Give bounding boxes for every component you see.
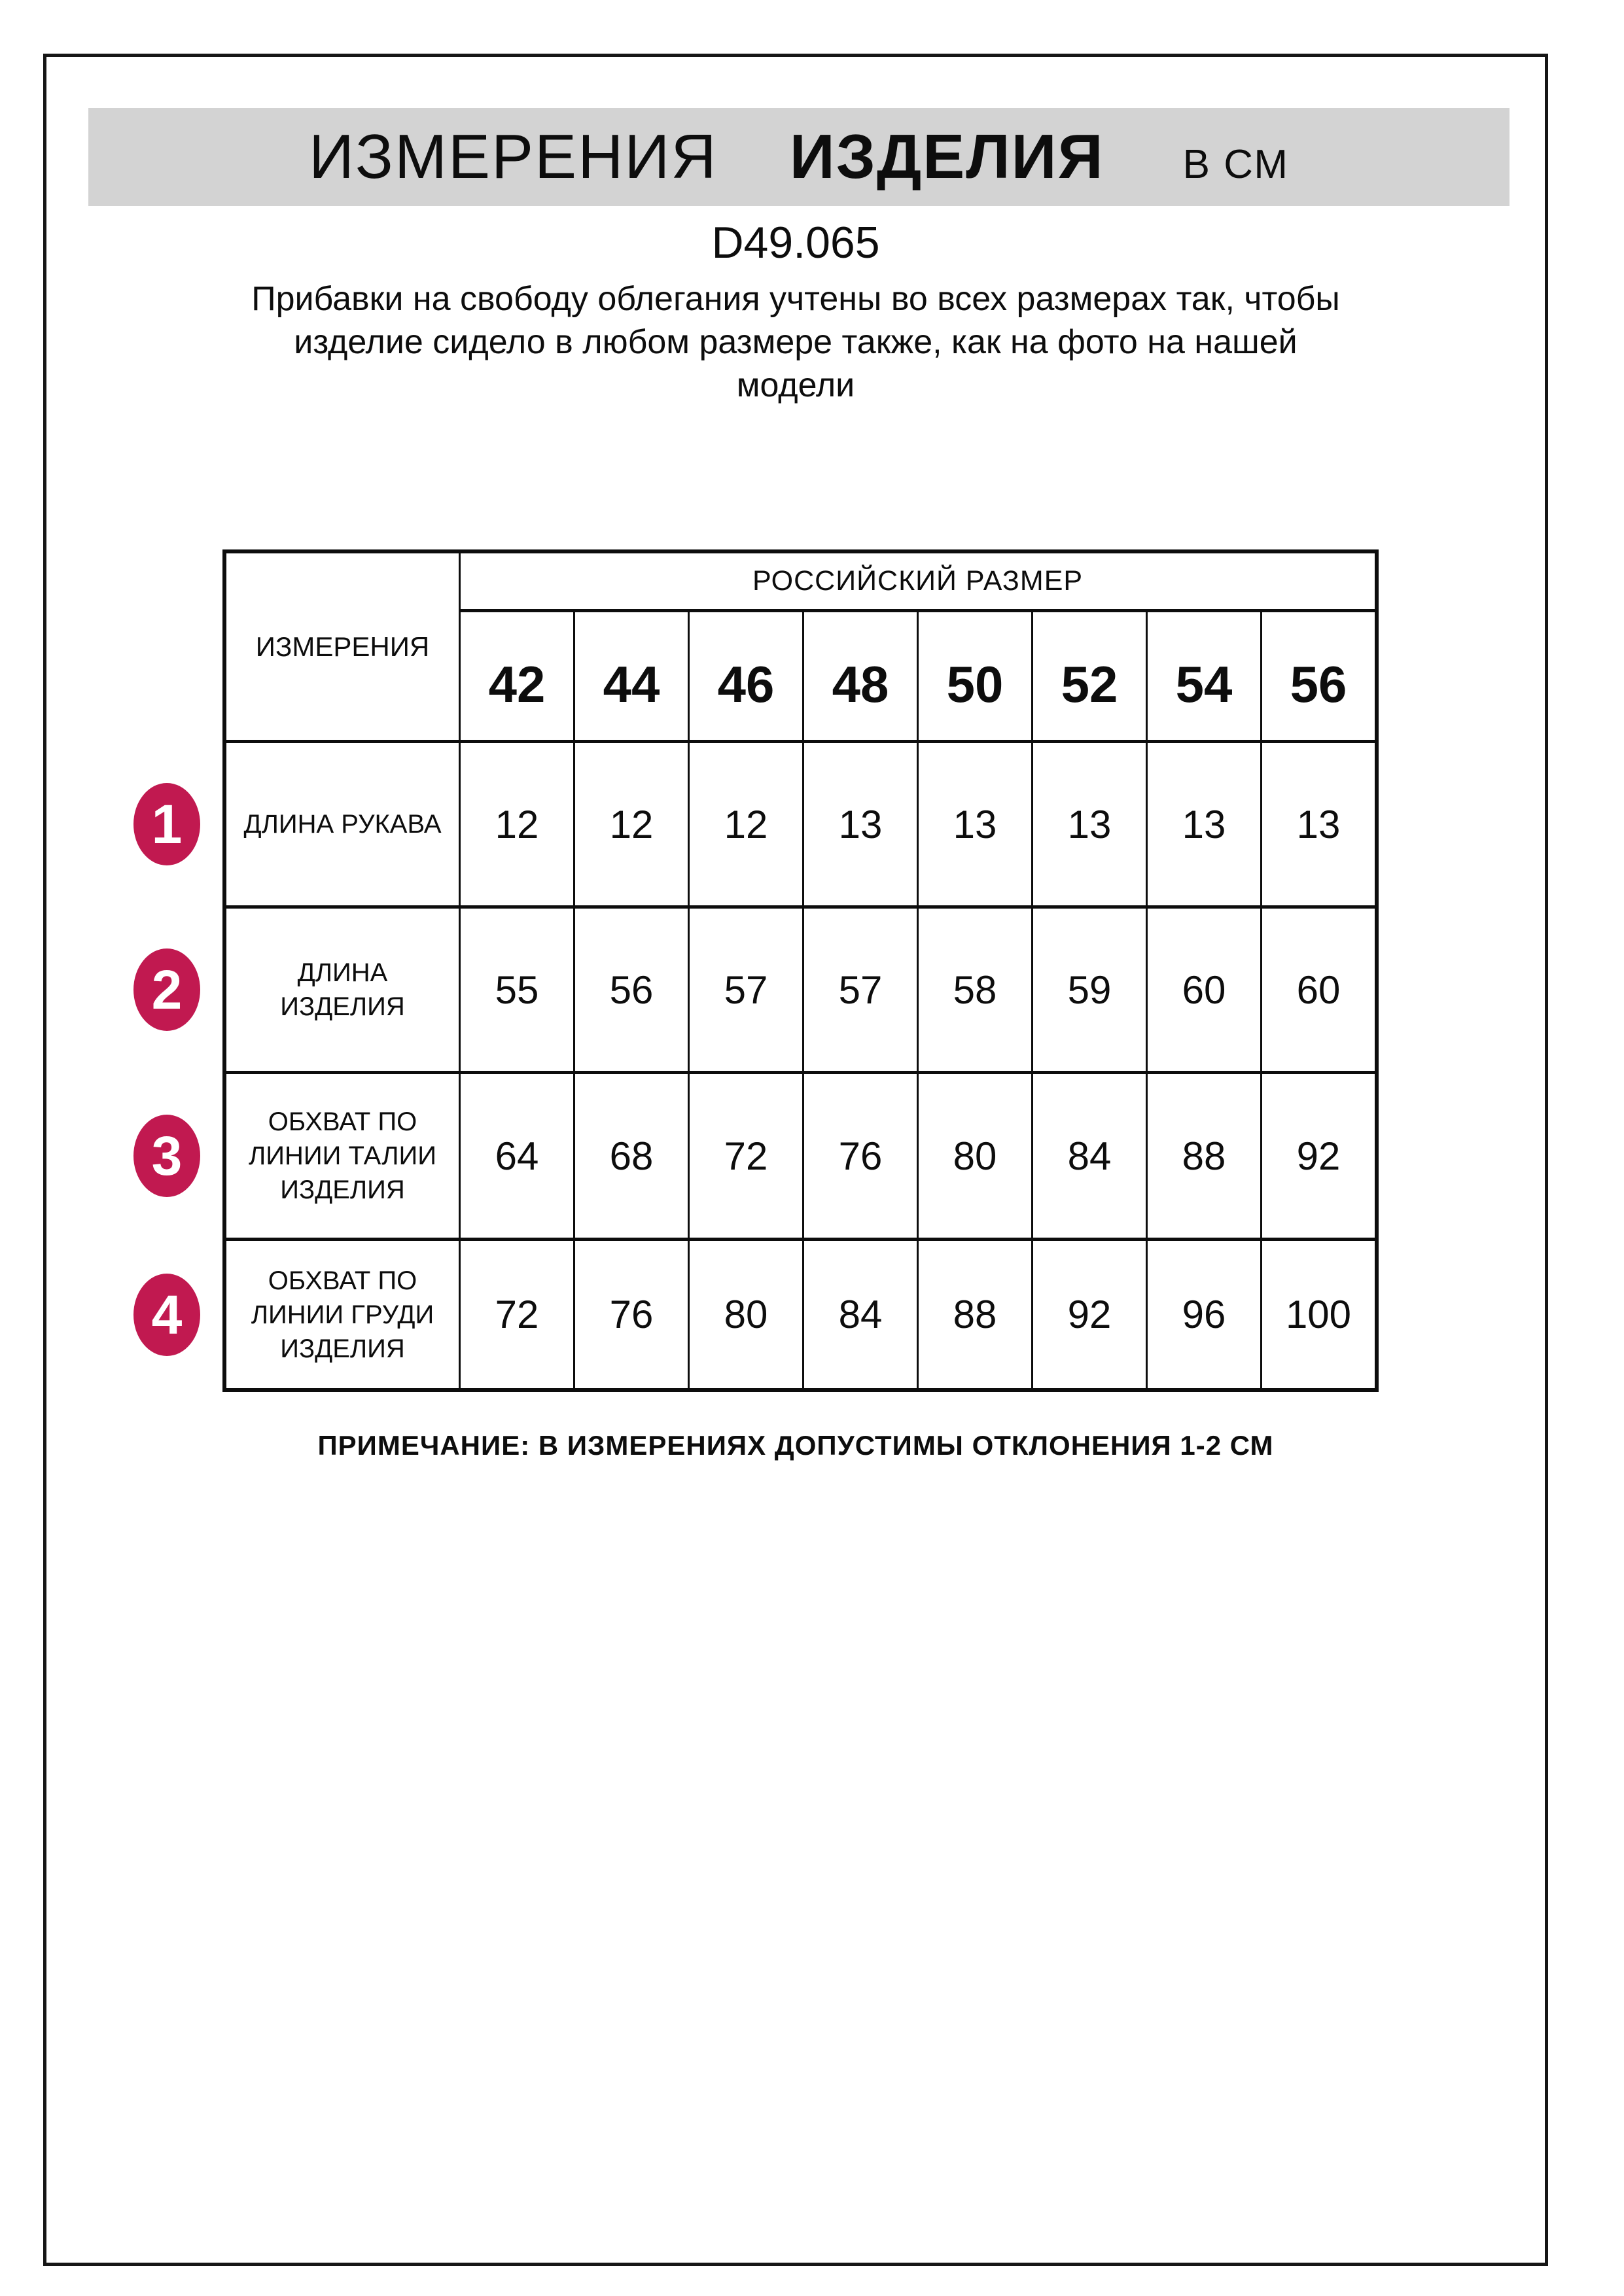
fit-description-line: изделие сидело в любом размере также, как на фото на нашей xyxy=(294,323,1297,361)
table-value: 92 xyxy=(1033,1241,1146,1388)
title-bar xyxy=(88,108,1509,206)
row-number-badge-1-icon: 1 xyxy=(133,783,200,865)
title-item: ИЗДЕЛИЯ xyxy=(789,122,1104,192)
table-value: 56 xyxy=(575,909,688,1071)
size-column-header: 48 xyxy=(804,612,917,740)
table-value: 55 xyxy=(461,909,573,1071)
table-value: 80 xyxy=(919,1074,1031,1238)
table-corner-header: ИЗМЕРЕНИЯ xyxy=(226,553,459,740)
row-label-sleeve-length: ДЛИНА РУКАВА xyxy=(226,743,459,905)
row-label-item-length: ДЛИНА ИЗДЕЛИЯ xyxy=(226,909,459,1071)
fit-description-line: модели xyxy=(736,366,855,404)
row-number-badge-3-icon: 3 xyxy=(133,1115,200,1197)
table-value: 100 xyxy=(1262,1241,1375,1388)
fit-description-line: Прибавки на свободу облегания учтены во всех размерах так, чтобы xyxy=(251,280,1340,318)
fit-description xyxy=(43,277,1548,407)
table-value: 13 xyxy=(804,743,917,905)
table-value: 12 xyxy=(461,743,573,905)
table-value: 96 xyxy=(1148,1241,1260,1388)
table-value: 92 xyxy=(1262,1074,1375,1238)
table-value: 84 xyxy=(1033,1074,1146,1238)
table-value: 57 xyxy=(690,909,802,1071)
table-value: 76 xyxy=(804,1074,917,1238)
table-value: 84 xyxy=(804,1241,917,1388)
table-value: 59 xyxy=(1033,909,1146,1071)
title-units: В СМ xyxy=(1182,141,1289,187)
row-number-badge-4-icon: 4 xyxy=(133,1274,200,1356)
tolerance-note: ПРИМЕЧАНИЕ: В ИЗМЕРЕНИЯХ ДОПУСТИМЫ ОТКЛОНЕНИЯ 1-2 СМ xyxy=(317,1430,1274,1461)
table-value: 60 xyxy=(1262,909,1375,1071)
table-value: 80 xyxy=(690,1241,802,1388)
size-table xyxy=(222,549,1379,1392)
size-column-header: 50 xyxy=(919,612,1031,740)
table-value: 72 xyxy=(690,1074,802,1238)
product-code: D49.065 xyxy=(711,218,880,268)
table-value: 13 xyxy=(1033,743,1146,905)
table-value: 12 xyxy=(690,743,802,905)
table-value: 68 xyxy=(575,1074,688,1238)
title-measurements: ИЗМЕРЕНИЯ xyxy=(309,122,718,192)
row-number-badge-2-icon: 2 xyxy=(133,948,200,1031)
table-value: 13 xyxy=(1148,743,1260,905)
table-value: 60 xyxy=(1148,909,1260,1071)
row-label-chest-girth: ОБХВАТ ПО ЛИНИИ ГРУДИ ИЗДЕЛИЯ xyxy=(226,1241,459,1388)
table-size-group-header: РОССИЙСКИЙ РАЗМЕР xyxy=(461,553,1375,609)
size-column-header: 54 xyxy=(1148,612,1260,740)
table-value: 13 xyxy=(919,743,1031,905)
table-value: 76 xyxy=(575,1241,688,1388)
size-column-header: 52 xyxy=(1033,612,1146,740)
size-column-header: 46 xyxy=(690,612,802,740)
table-value: 57 xyxy=(804,909,917,1071)
table-value: 72 xyxy=(461,1241,573,1388)
size-column-header: 44 xyxy=(575,612,688,740)
table-value: 13 xyxy=(1262,743,1375,905)
table-value: 58 xyxy=(919,909,1031,1071)
table-value: 64 xyxy=(461,1074,573,1238)
size-column-header: 56 xyxy=(1262,612,1375,740)
row-label-waist-girth: ОБХВАТ ПО ЛИНИИ ТАЛИИ ИЗДЕЛИЯ xyxy=(226,1074,459,1238)
table-value: 88 xyxy=(919,1241,1031,1388)
table-value: 88 xyxy=(1148,1074,1260,1238)
table-value: 12 xyxy=(575,743,688,905)
size-column-header: 42 xyxy=(461,612,573,740)
